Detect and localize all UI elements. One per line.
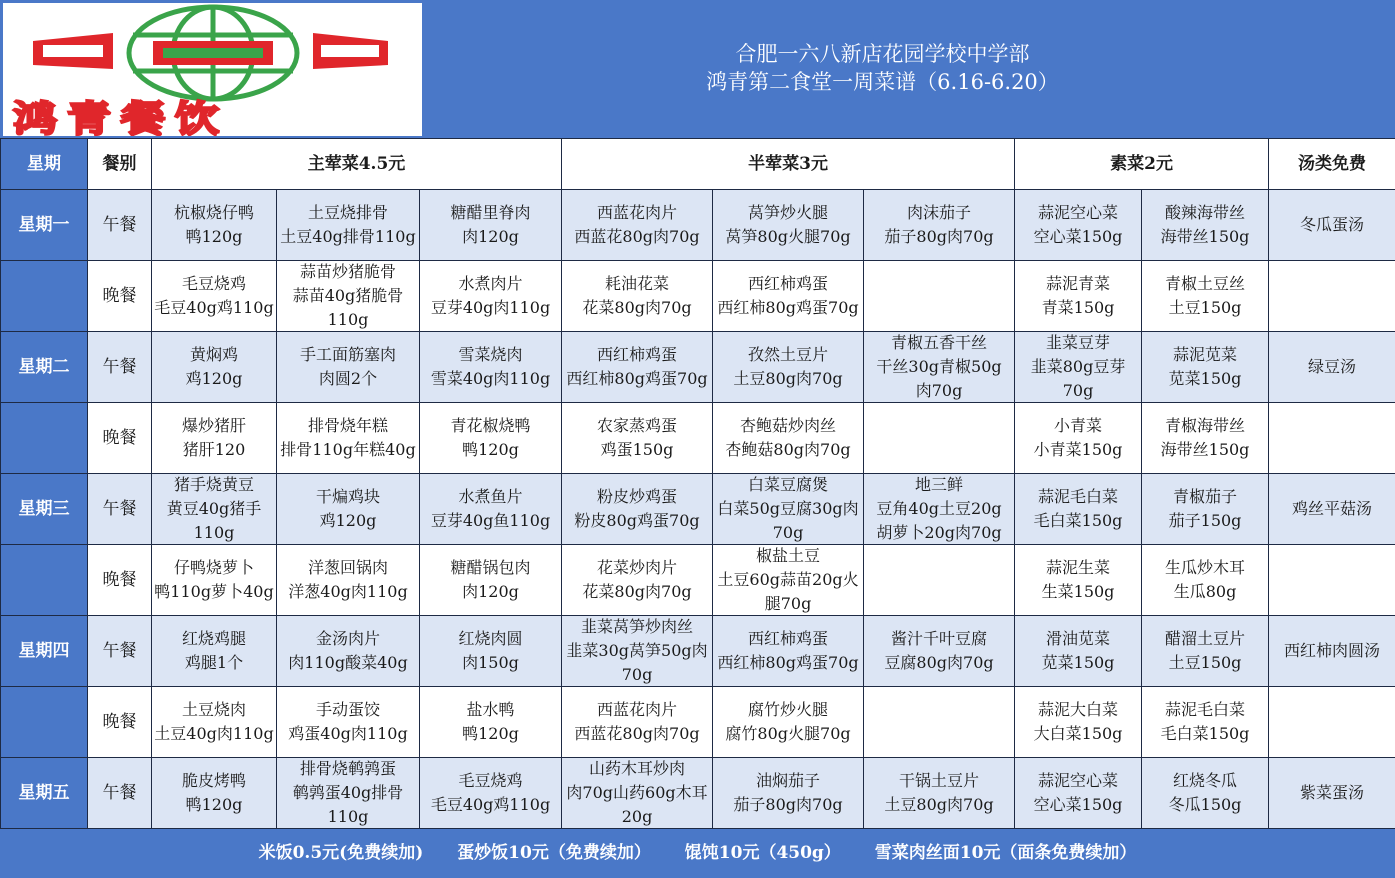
day-cell <box>1 403 88 474</box>
dish-name: 油焖茄子 <box>756 771 821 790</box>
dish-portion: 110g <box>327 807 369 826</box>
meal-cell: 午餐 <box>88 758 152 829</box>
dish-name: 水煮鱼片 <box>458 487 523 506</box>
dish-name: 地三鲜 <box>915 475 964 494</box>
dish-cell <box>864 332 1015 403</box>
dish-portion: 110g <box>193 523 235 542</box>
dish-cell <box>420 545 562 616</box>
dish-cell <box>713 474 864 545</box>
weekly-menu-table <box>0 138 1395 829</box>
dish-portion: 20g <box>621 807 653 826</box>
dish-name: 椒盐土豆 <box>756 546 821 565</box>
dish-cell <box>1142 190 1269 261</box>
dish-portion: 110g <box>327 310 369 329</box>
dish-portion: 肉70g山药60g木耳 <box>566 783 708 802</box>
dish-name: 猪手烧黄豆 <box>173 475 254 494</box>
dish-cell <box>864 261 1015 332</box>
dish-name: 毛豆烧鸡 <box>458 771 523 790</box>
dish-cell <box>1015 261 1142 332</box>
soup-cell: 紫菜蛋汤 <box>1269 758 1395 829</box>
dish-cell <box>1015 758 1142 829</box>
header-main-meat: 主荤菜4.5元 <box>152 139 562 190</box>
dish-name: 粉皮炒鸡蛋 <box>597 487 678 506</box>
dish-cell <box>1142 758 1269 829</box>
dish-portion: 排骨110g年糕40g <box>280 440 416 459</box>
header-meal: 餐别 <box>88 139 152 190</box>
dish-cell <box>864 403 1015 474</box>
dish-name: 西红柿鸡蛋 <box>748 629 829 648</box>
menu-row <box>1 332 1395 403</box>
dish-cell <box>562 758 713 829</box>
dish-cell <box>864 190 1015 261</box>
dish-portion: 肉110g酸菜40g <box>288 653 408 672</box>
dish-name: 青椒五香干丝 <box>891 333 988 352</box>
dish-portion: 花菜80g肉70g <box>582 582 692 601</box>
dish-portion: 腿70g <box>764 594 812 613</box>
dish-portion: 土豆40g排骨110g <box>280 227 416 246</box>
dish-name: 肉沫茄子 <box>907 203 972 222</box>
dish-portion: 生菜150g <box>1041 582 1115 601</box>
menu-row <box>1 616 1395 687</box>
dish-name: 毛豆烧鸡 <box>181 274 246 293</box>
dish-portion: 粉皮80g鸡蛋70g <box>574 511 700 530</box>
dish-name: 金汤肉片 <box>315 629 380 648</box>
dish-portion: 毛白菜150g <box>1160 724 1250 743</box>
meal-cell: 晚餐 <box>88 261 152 332</box>
soup-cell <box>1269 687 1395 758</box>
dish-name: 酱汁千叶豆腐 <box>891 629 988 648</box>
dish-name: 杏鲍菇炒肉丝 <box>740 416 837 435</box>
dish-name: 酸辣海带丝 <box>1165 203 1246 222</box>
soup-cell: 冬瓜蛋汤 <box>1269 190 1395 261</box>
dish-cell <box>277 758 420 829</box>
soup-cell: 鸡丝平菇汤 <box>1269 474 1395 545</box>
day-cell <box>1 261 88 332</box>
dish-cell <box>1142 474 1269 545</box>
dish-portion: 黄豆40g猪手 <box>166 499 262 518</box>
dish-portion: 蒜苗40g猪脆骨 <box>292 286 404 305</box>
footer-rice: 米饭0.5元(免费续加) <box>258 843 424 863</box>
dish-cell <box>277 545 420 616</box>
dish-cell <box>1142 403 1269 474</box>
dish-name: 黄焖鸡 <box>189 345 238 364</box>
dish-name: 白菜豆腐煲 <box>748 475 829 494</box>
dish-portion: 鸭120g <box>185 795 243 814</box>
day-cell: 星期五 <box>1 758 88 829</box>
dish-cell <box>277 261 420 332</box>
dish-cell <box>713 261 864 332</box>
dish-name: 青椒土豆丝 <box>1165 274 1246 293</box>
dish-portion: 鸡蛋150g <box>600 440 674 459</box>
dish-portion: 土豆80g肉70g <box>884 795 994 814</box>
dish-name: 蒜泥空心菜 <box>1038 771 1119 790</box>
dish-cell <box>152 332 277 403</box>
header-banner <box>0 0 1395 138</box>
dish-name: 青椒茄子 <box>1173 487 1238 506</box>
dish-portion: 韭菜80g豆芽 <box>1030 357 1126 376</box>
dish-cell <box>420 261 562 332</box>
footer-fried-rice: 蛋炒饭10元（免费续加） <box>457 843 651 863</box>
dish-cell <box>1015 403 1142 474</box>
dish-name: 干煸鸡块 <box>315 487 380 506</box>
header-half-meat: 半荤菜3元 <box>562 139 1015 190</box>
page-title <box>430 40 1335 96</box>
dish-portion: 豆腐80g肉70g <box>884 653 994 672</box>
hongqing-logo <box>3 3 422 136</box>
dish-cell <box>152 261 277 332</box>
dish-portion: 白菜50g豆腐30g肉 <box>717 499 859 518</box>
table-header-row <box>1 139 1395 190</box>
dish-name: 蒜泥青菜 <box>1046 274 1111 293</box>
dish-portion: 毛豆40g鸡110g <box>430 795 551 814</box>
dish-portion: 70g <box>772 523 804 542</box>
dish-name: 莴笋炒火腿 <box>748 203 829 222</box>
header-day: 星期 <box>1 139 88 190</box>
dish-portion: 西蓝花80g肉70g <box>574 724 700 743</box>
dish-name: 脆皮烤鸭 <box>181 771 246 790</box>
dish-portion: 鸭110g萝卜40g <box>154 582 274 601</box>
dish-name: 洋葱回锅肉 <box>307 558 388 577</box>
dish-cell <box>420 616 562 687</box>
dish-cell <box>1142 261 1269 332</box>
dish-portion: 鸡120g <box>319 511 377 530</box>
dish-name: 爆炒猪肝 <box>181 416 246 435</box>
dish-portion: 洋葱40g肉110g <box>288 582 408 601</box>
dish-name: 土豆烧肉 <box>181 700 246 719</box>
dish-name: 西红柿鸡蛋 <box>597 345 678 364</box>
dish-cell <box>152 616 277 687</box>
dish-name: 韭菜莴笋炒肉丝 <box>581 617 694 636</box>
dish-cell <box>562 474 713 545</box>
dish-cell <box>713 403 864 474</box>
dish-portion: 鸡腿1个 <box>184 653 244 672</box>
dish-portion: 空心菜150g <box>1033 227 1123 246</box>
dish-portion: 肉120g <box>462 227 519 246</box>
dish-name: 蒜泥苋菜 <box>1173 345 1238 364</box>
dish-portion: 土豆150g <box>1168 653 1242 672</box>
dish-name: 山药木耳炒肉 <box>589 759 686 778</box>
dish-name: 花菜炒肉片 <box>597 558 678 577</box>
dish-cell <box>152 545 277 616</box>
dish-portion: 茄子80g肉70g <box>733 795 843 814</box>
dish-cell <box>1142 545 1269 616</box>
soup-cell: 绿豆汤 <box>1269 332 1395 403</box>
dish-name: 手工面筋塞肉 <box>299 345 396 364</box>
dish-portion: 鸭120g <box>185 227 243 246</box>
dish-cell <box>1142 687 1269 758</box>
dish-cell <box>1142 616 1269 687</box>
dish-portion: 花菜80g肉70g <box>582 298 692 317</box>
dish-cell <box>1015 687 1142 758</box>
menu-row <box>1 545 1395 616</box>
dish-portion: 青菜150g <box>1041 298 1115 317</box>
dish-cell <box>420 190 562 261</box>
menu-row <box>1 474 1395 545</box>
dish-portion: 茄子80g肉70g <box>884 227 994 246</box>
dish-cell <box>420 758 562 829</box>
dish-portion: 土豆60g蒜苗20g火 <box>717 570 859 589</box>
dish-cell <box>864 758 1015 829</box>
dish-cell <box>152 403 277 474</box>
day-cell <box>1 545 88 616</box>
header-soup: 汤类免费 <box>1269 139 1395 190</box>
dish-portion: 肉圆2个 <box>318 369 378 388</box>
dish-portion: 韭菜30g莴笋50g肉 <box>566 641 708 660</box>
footer-wonton: 馄饨10元（450g） <box>684 843 841 863</box>
dish-cell <box>713 190 864 261</box>
dish-portion: 腐竹80g火腿70g <box>725 724 851 743</box>
footer-staples <box>0 829 1395 878</box>
dish-name: 干锅土豆片 <box>899 771 980 790</box>
dish-name: 农家蒸鸡蛋 <box>597 416 678 435</box>
menu-title: 鸿青第二食堂一周菜谱（6.16-6.20） <box>706 70 1059 94</box>
meal-cell: 晚餐 <box>88 403 152 474</box>
menu-row <box>1 190 1395 261</box>
logo-text: 鸿青餐饮 <box>13 98 229 136</box>
dish-name: 土豆烧排骨 <box>307 203 388 222</box>
meal-cell: 晚餐 <box>88 545 152 616</box>
dish-cell <box>1015 474 1142 545</box>
dish-name: 排骨烧年糕 <box>307 416 388 435</box>
dish-name: 糖醋里脊肉 <box>450 203 531 222</box>
dish-portion: 猪肝120 <box>182 440 246 459</box>
dish-name: 醋溜土豆片 <box>1165 629 1246 648</box>
dish-portion: 雪菜40g肉110g <box>430 369 551 388</box>
dish-name: 耗油花菜 <box>605 274 670 293</box>
dish-cell <box>562 332 713 403</box>
meal-cell: 午餐 <box>88 190 152 261</box>
dish-cell <box>713 616 864 687</box>
dish-portion: 土豆150g <box>1168 298 1242 317</box>
dish-cell <box>152 758 277 829</box>
dish-name: 小青菜 <box>1054 416 1103 435</box>
dish-cell <box>1015 332 1142 403</box>
dish-cell <box>864 474 1015 545</box>
school-title: 合肥一六八新店花园学校中学部 <box>735 42 1030 66</box>
footer-noodles: 雪菜肉丝面10元（面条免费续加） <box>874 843 1137 863</box>
dish-cell <box>277 616 420 687</box>
dish-name: 滑油苋菜 <box>1046 629 1111 648</box>
dish-name: 蒜泥空心菜 <box>1038 203 1119 222</box>
dish-cell <box>277 474 420 545</box>
dish-cell <box>152 687 277 758</box>
dish-name: 韭菜豆芽 <box>1046 333 1111 352</box>
dish-name: 蒜泥毛白菜 <box>1165 700 1246 719</box>
dish-cell <box>562 190 713 261</box>
dish-portion: 苋菜150g <box>1168 369 1242 388</box>
dish-cell <box>864 616 1015 687</box>
dish-name: 蒜苗炒猪脆骨 <box>299 262 396 281</box>
dish-name: 杭椒烧仔鸭 <box>173 203 254 222</box>
dish-name: 仔鸭烧萝卜 <box>173 558 254 577</box>
dish-name: 西红柿鸡蛋 <box>748 274 829 293</box>
dish-portion: 土豆80g肉70g <box>733 369 843 388</box>
dish-name: 红烧鸡腿 <box>181 629 246 648</box>
dish-portion: 毛白菜150g <box>1033 511 1123 530</box>
dish-cell <box>562 403 713 474</box>
dish-portion: 小青菜150g <box>1033 440 1123 459</box>
dish-portion: 70g <box>1062 381 1094 400</box>
dish-name: 生瓜炒木耳 <box>1165 558 1246 577</box>
dish-portion: 杏鲍菇80g肉70g <box>725 440 851 459</box>
day-cell: 星期三 <box>1 474 88 545</box>
dish-name: 孜然土豆片 <box>748 345 829 364</box>
dish-portion: 西红柿80g鸡蛋70g <box>566 369 708 388</box>
dish-cell <box>152 190 277 261</box>
menu-row <box>1 403 1395 474</box>
dish-name: 糖醋锅包肉 <box>450 558 531 577</box>
dish-portion: 肉150g <box>462 653 519 672</box>
menu-row <box>1 758 1395 829</box>
dish-cell <box>562 545 713 616</box>
soup-cell: 西红柿肉圆汤 <box>1269 616 1395 687</box>
dish-cell <box>152 474 277 545</box>
menu-row <box>1 687 1395 758</box>
dish-name: 西蓝花肉片 <box>597 700 678 719</box>
soup-cell <box>1269 545 1395 616</box>
dish-portion: 土豆40g肉110g <box>154 724 274 743</box>
dish-name: 排骨烧鹌鹑蛋 <box>299 759 396 778</box>
dish-cell <box>420 474 562 545</box>
dish-portion: 苋菜150g <box>1041 653 1115 672</box>
dish-portion: 胡萝卜20g肉70g <box>876 523 1002 542</box>
meal-cell: 午餐 <box>88 332 152 403</box>
soup-cell <box>1269 261 1395 332</box>
dish-name: 手动蛋饺 <box>315 700 380 719</box>
day-cell <box>1 687 88 758</box>
dish-name: 雪菜烧肉 <box>458 345 523 364</box>
dish-cell <box>1015 616 1142 687</box>
dish-cell <box>1015 545 1142 616</box>
dish-portion: 鸡120g <box>185 369 243 388</box>
dish-cell <box>713 758 864 829</box>
day-cell: 星期四 <box>1 616 88 687</box>
meal-cell: 午餐 <box>88 474 152 545</box>
dish-cell <box>864 687 1015 758</box>
dish-portion: 豆芽40g肉110g <box>430 298 551 317</box>
dish-portion: 生瓜80g <box>1173 582 1237 601</box>
dish-portion: 莴笋80g火腿70g <box>725 227 851 246</box>
soup-cell <box>1269 403 1395 474</box>
dish-portion: 70g <box>621 665 653 684</box>
day-cell: 星期二 <box>1 332 88 403</box>
dish-cell <box>713 545 864 616</box>
dish-portion: 鸭120g <box>462 724 519 743</box>
dish-portion: 西红柿80g鸡蛋70g <box>717 653 859 672</box>
dish-name: 蒜泥毛白菜 <box>1038 487 1119 506</box>
day-cell: 星期一 <box>1 190 88 261</box>
dish-portion: 海带丝150g <box>1160 440 1250 459</box>
dish-cell <box>562 261 713 332</box>
dish-name: 青椒海带丝 <box>1165 416 1246 435</box>
dish-cell <box>713 332 864 403</box>
menu-row <box>1 261 1395 332</box>
dish-portion: 空心菜150g <box>1033 795 1123 814</box>
dish-name: 水煮肉片 <box>458 274 523 293</box>
dish-cell <box>277 687 420 758</box>
header-vegetable: 素菜2元 <box>1015 139 1269 190</box>
dish-portion: 鹌鹑蛋40g排骨 <box>292 783 404 802</box>
dish-cell <box>713 687 864 758</box>
dish-cell <box>562 616 713 687</box>
meal-cell: 午餐 <box>88 616 152 687</box>
dish-portion: 毛豆40g鸡110g <box>154 298 274 317</box>
dish-cell <box>420 332 562 403</box>
dish-name: 腐竹炒火腿 <box>748 700 829 719</box>
dish-cell <box>1142 332 1269 403</box>
dish-name: 红烧肉圆 <box>458 629 523 648</box>
dish-name: 盐水鸭 <box>466 700 515 719</box>
dish-cell <box>864 545 1015 616</box>
dish-portion: 茄子150g <box>1168 511 1242 530</box>
dish-cell <box>420 687 562 758</box>
meal-cell: 晚餐 <box>88 687 152 758</box>
dish-portion: 肉120g <box>462 582 519 601</box>
dish-name: 蒜泥大白菜 <box>1038 700 1119 719</box>
dish-portion: 肉70g <box>915 381 963 400</box>
dish-cell <box>562 687 713 758</box>
dish-name: 西蓝花肉片 <box>597 203 678 222</box>
dish-cell <box>420 403 562 474</box>
dish-portion: 干丝30g青椒50g <box>876 357 1002 376</box>
dish-name: 红烧冬瓜 <box>1173 771 1238 790</box>
dish-name: 蒜泥生菜 <box>1046 558 1111 577</box>
dish-portion: 冬瓜150g <box>1168 795 1242 814</box>
dish-portion: 西蓝花80g肉70g <box>574 227 700 246</box>
dish-cell <box>1015 190 1142 261</box>
dish-portion: 鸭120g <box>462 440 519 459</box>
dish-portion: 西红柿80g鸡蛋70g <box>717 298 859 317</box>
dish-cell <box>277 403 420 474</box>
dish-portion: 鸡蛋40g肉110g <box>288 724 408 743</box>
dish-cell <box>277 190 420 261</box>
dish-portion: 豆芽40g鱼110g <box>430 511 551 530</box>
dish-portion: 豆角40g土豆20g <box>876 499 1002 518</box>
dish-portion: 大白菜150g <box>1033 724 1123 743</box>
dish-portion: 海带丝150g <box>1160 227 1250 246</box>
dish-name: 青花椒烧鸭 <box>450 416 531 435</box>
dish-cell <box>277 332 420 403</box>
